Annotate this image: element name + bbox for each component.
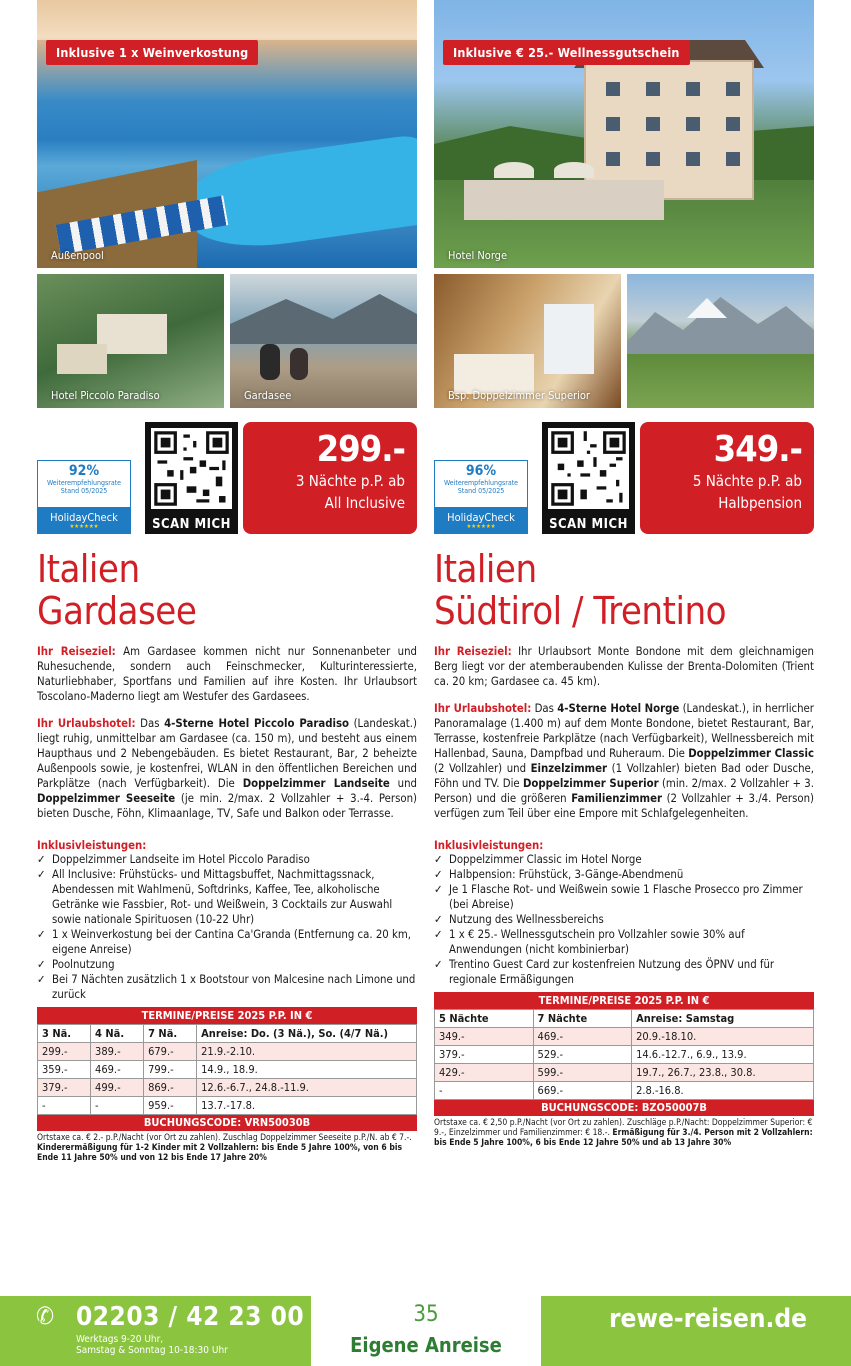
holidaycheck-logo: HolidayCheck xyxy=(447,511,515,524)
qr-code-icon xyxy=(151,428,232,509)
footer-bar xyxy=(0,1296,851,1366)
inclusions-header: Inklusivleistungen: xyxy=(434,839,544,852)
list-item: ✓ Trentino Guest Card zur kostenfreien Nutzung des ÖPNV und für regionale Ermäßigungen xyxy=(434,957,814,987)
badge-wellness-voucher: Inklusive € 25.- Wellnessgutschein xyxy=(443,40,690,65)
list-item: ✓ Je 1 Flasche Rot- und Weißwein sowie 1 Flasche Prosecco pro Zimmer (bei Abreise) xyxy=(434,882,814,912)
page-number: 35 xyxy=(413,1302,439,1327)
inclusions-header: Inklusivleistungen: xyxy=(37,839,147,852)
holidaycheck-rating: 92% Weiterempfehlungsrate Stand 05/2025 HolidayCheck ★★★★★★ xyxy=(37,460,131,534)
table-row: 379.- 529.- 14.6.-12.7., 6.9., 13.9. xyxy=(435,1046,814,1064)
arrival-type: Eigene Anreise xyxy=(350,1333,502,1357)
table-col: 5 Nächte xyxy=(435,1010,534,1028)
table-col: 3 Nä. xyxy=(38,1025,91,1043)
caption-outdoor-pool: Außenpool xyxy=(51,249,104,262)
list-item: ✓ Doppelzimmer Classic im Hotel Norge xyxy=(434,852,814,867)
table-col: 4 Nä. xyxy=(91,1025,144,1043)
price-box xyxy=(243,422,417,534)
price-nights: 5 Nächte p.P. ab xyxy=(692,472,802,490)
caption-room: Bsp. Doppelzimmer Superior xyxy=(448,389,590,402)
phone-panel[interactable] xyxy=(0,1296,311,1366)
hero-image-pool xyxy=(37,0,417,268)
table-col: Anreise: Do. (3 Nä.), So. (4/7 Nä.) xyxy=(197,1025,417,1043)
table-row: 299.- 389.- 679.- 21.9.-2.10. xyxy=(38,1043,417,1061)
price-table-header: TERMINE/PREISE 2025 P.P. IN € xyxy=(434,992,814,1009)
price-nights: 3 Nächte p.P. ab xyxy=(295,472,405,490)
caption-hotel: Hotel Piccolo Paradiso xyxy=(51,389,160,402)
table-col: 7 Nä. xyxy=(144,1025,197,1043)
hero-image-hotel-norge xyxy=(434,0,814,268)
offer-gardasee xyxy=(37,0,417,1163)
phone-number[interactable]: 02203 / 42 23 00 xyxy=(76,1302,305,1332)
hotel-text: Ihr Urlaubshotel: Das 4-Sterne Hotel Piccolo Paradiso (Landeskat.) liegt ruhig, unmittelbar am Gardasee (ca. 150 m), und besteht aus einem Haupthaus und 2 Nebengebäuden. Es bietet Restaurant, Bar, 2 beheizte Außenpools sowie, je kostenfrei, WLAN in den öffentlichen Bereichen und Parkplätze (nach Verfügbarkeit). Die Doppelzimmer Landseite und Doppelzimmer Seeseite (je min. 2/max. 2 Vollzahler + 3.-4. Person) bieten Dusche, Föhn, Klimaanlage, TV, Safe und Balkon oder Terrasse. xyxy=(37,717,417,820)
hotel-text: Ihr Urlaubshotel: Das 4-Sterne Hotel Norge (Landeskat.), in herrlicher Panoramalage (1.400 m) auf dem Monte Bondone, bietet Restaurant, Bar, Terrasse, kostenfreie Parkplätze (nach Verfügbarkeit), Wellnessbereich mit Hallenbad, Sauna, Dampfbad und Ruheraum. Die Doppelzimmer Classic (2 Vollzahler) und Einzelzimmer (1 Vollzahler) bieten Bad oder Dusche, Föhn und TV. Die Doppelzimmer Superior (min. 2/max. 2 Vollzahler + 3. Person) und die größeren Familienzimmer (2 Vollzahler + 3./4. Person) verfügen zum Teil über eine Empore mit Schlafgelegenheiten. xyxy=(434,702,815,820)
price-amount: 299.- xyxy=(316,429,405,470)
footnote: Ortstaxe ca. € 2,50 p.P./Nacht (vor Ort zu zahlen). Zuschläge p.P./Nacht: Doppelzimmer Superior: € 9.-, Einzelzimmer und Familienzimmer: € 18.-. Ermäßigung für 3./4. Person mit 2 Vollzahlern: bis Ende 5 Jahre 100%, 6 bis Ende 12 Jahre 50% und ab 13 Jahre 30% xyxy=(434,1118,813,1148)
price-board: Halbpension xyxy=(718,494,802,512)
photo-dolomites xyxy=(627,274,814,408)
phone-icon: ✆ xyxy=(36,1302,55,1330)
list-item: ✓ Poolnutzung xyxy=(37,957,417,972)
table-col: Anreise: Samstag xyxy=(632,1010,814,1028)
destination-text: Ihr Reiseziel: Ihr Urlaubsort Monte Bondone mit dem gleichnamigen Berg liegt vor der atemberaubenden Kulisse der Brenta-Dolomiten (Trient ca. 20 km; Gardasee ca. 45 km). xyxy=(434,645,814,688)
qr-code[interactable] xyxy=(542,422,635,534)
title-country: Italien xyxy=(37,547,140,591)
rating-percent: 92% xyxy=(68,463,100,479)
caption-hotel-norge: Hotel Norge xyxy=(448,249,508,262)
rating-label: Weiterempfehlungsrate xyxy=(46,479,122,487)
table-col: 7 Nächte xyxy=(533,1010,632,1028)
list-item: ✓ All Inclusive: Frühstücks- und Mittagsbuffet, Nachmittagssnack, Abendessen mit Wahlmenü, Softdrinks, Kaffee, Tee, alkoholische Getränke wie Fassbier, Rot- und Weißwein, 3 Cocktails zur Auswahl sowie nationale Spirituosen (10-22 Uhr) xyxy=(37,867,417,927)
price-table xyxy=(434,1009,814,1100)
destination-text: Ihr Reiseziel: Am Gardasee kommen nicht nur Sonnenanbeter und Ruhesuchende, sondern auch Feinschmecker, Kulturinteressierte, Naturliebhaber, Sportfans und Familien auf ihre Kosten. Ihr Urlaubsort Toscolano-Maderno liegt am Westufer des Gardasees. xyxy=(37,645,417,703)
inclusions-list xyxy=(37,852,417,1002)
list-item: ✓ Doppelzimmer Landseite im Hotel Piccolo Paradiso xyxy=(37,852,417,867)
table-row: 429.- 599.- 19.7., 26.7., 23.8., 30.8. xyxy=(435,1064,814,1082)
scan-me-label: SCAN MICH xyxy=(152,517,231,532)
caption-gardasee: Gardasee xyxy=(244,389,292,402)
qr-code[interactable] xyxy=(145,422,238,534)
title-country: Italien xyxy=(434,547,537,591)
table-row: 359.- 469.- 799.- 14.9., 18.9. xyxy=(38,1061,417,1079)
holidaycheck-rating: 96% Weiterempfehlungsrate Stand 05/2025 HolidayCheck ★★★★★★ xyxy=(434,460,528,534)
title-region: Südtirol / Trentino xyxy=(434,589,727,633)
page-info xyxy=(311,1296,541,1366)
price-board: All Inclusive xyxy=(324,494,405,512)
rating-label: Weiterempfehlungsrate xyxy=(443,479,519,487)
booking-code: BUCHUNGSCODE: BZO50007B xyxy=(434,1100,814,1116)
table-row: 379.- 499.- 869.- 12.6.-6.7., 24.8.-11.9. xyxy=(38,1079,417,1097)
photo-double-room-superior xyxy=(434,274,621,408)
booking-code: BUCHUNGSCODE: VRN50030B xyxy=(37,1115,417,1131)
photo-gardasee-lake xyxy=(230,274,417,408)
list-item: ✓ 1 x € 25.- Wellnessgutschein pro Vollzahler sowie 30% auf Anwendungen (nicht kombinierbar) xyxy=(434,927,814,957)
badge-wine-tasting: Inklusive 1 x Weinverkostung xyxy=(46,40,258,65)
rating-date: Stand 05/2025 xyxy=(457,487,505,495)
rating-date: Stand 05/2025 xyxy=(60,487,108,495)
table-row: - 669.- 2.8.-16.8. xyxy=(435,1082,814,1100)
list-item: ✓ Bei 7 Nächten zusätzlich 1 x Bootstour von Malcesine nach Limone und zurück xyxy=(37,972,417,1002)
price-box xyxy=(640,422,814,534)
photo-hotel-piccolo-paradiso xyxy=(37,274,224,408)
inclusions-list xyxy=(434,852,814,987)
qr-code-icon xyxy=(548,428,629,509)
rating-percent: 96% xyxy=(465,463,497,479)
footnote: Ortstaxe ca. € 2.- p.P./Nacht (vor Ort zu zahlen). Zuschlag Doppelzimmer Seeseite p.P./N. ab € 7.-. Kinderermäßigung für 1-2 Kinder mit 2 Vollzahlern: bis Ende 5 Jahre 100%, von 6 bis Ende 11 Jahre 50% und von 12 bis Ende 17 Jahre 20% xyxy=(37,1133,412,1163)
table-row: - - 959.- 13.7.-17.8. xyxy=(38,1097,417,1115)
scan-me-label: SCAN MICH xyxy=(549,517,628,532)
offer-suedtirol xyxy=(434,0,814,1148)
price-table-header: TERMINE/PREISE 2025 P.P. IN € xyxy=(37,1007,417,1024)
price-table xyxy=(37,1024,417,1115)
list-item: ✓ 1 x Weinverkostung bei der Cantina Ca'Granda (Entfernung ca. 20 km, eigene Anreise) xyxy=(37,927,417,957)
title-region: Gardasee xyxy=(37,589,197,633)
price-amount: 349.- xyxy=(713,429,802,470)
opening-hours: Werktags 9-20 Uhr, Samstag & Sonntag 10-18:30 Uhr xyxy=(76,1334,228,1356)
website-link[interactable]: rewe-reisen.de xyxy=(541,1296,851,1366)
holidaycheck-logo: HolidayCheck xyxy=(50,511,118,524)
table-row: 349.- 469.- 20.9.-18.10. xyxy=(435,1028,814,1046)
list-item: ✓ Nutzung des Wellnessbereichs xyxy=(434,912,814,927)
list-item: ✓ Halbpension: Frühstück, 3-Gänge-Abendmenü xyxy=(434,867,814,882)
